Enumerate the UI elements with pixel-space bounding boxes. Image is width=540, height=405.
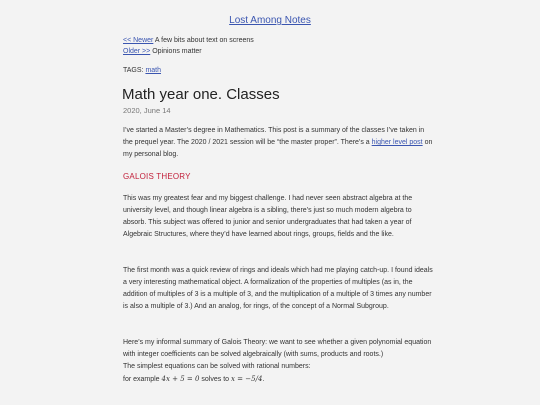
summary-line-1: Here’s my informal summary of Galois Theory: we want to see whether a given polynomial equation with integer coefficients can be solved algebraically (with sums, products and roots.) (123, 339, 432, 358)
post-title: Math year one. Classes (122, 86, 280, 103)
higher-level-post-link[interactable]: higher level post (371, 139, 423, 146)
paragraph-galois-summary (123, 337, 433, 386)
tags-label: TAGS: (123, 67, 144, 74)
intro-paragraph (123, 125, 433, 161)
nav-older (123, 48, 202, 55)
older-post-title: Opinions matter (152, 48, 202, 55)
tags (123, 67, 161, 74)
equation: 4x + 5 = 0 (161, 375, 200, 383)
intro-text-before: I’ve started a Master’s degree in Mathematics. This post is a summary of the classes I’ve taken in the prequel year. The 2020 / 2021 session will be “the master proper”. There’s a (123, 127, 425, 146)
summary-line-3-middle: solves to (199, 376, 231, 383)
nav-newer (123, 37, 254, 44)
post-date: 2020, June 14 (123, 106, 171, 115)
section-heading-galois: GALOIS THEORY (123, 172, 191, 181)
solution: x = −5/4 (231, 375, 263, 383)
newer-link[interactable]: << Newer (123, 37, 154, 44)
summary-line-2: The simplest equations can be solved with rational numbers: (123, 363, 311, 370)
site-title-link[interactable]: Lost Among Notes (229, 15, 311, 26)
paragraph-rings-ideals: The first month was a quick review of rings and ideals which had me playing catch-up. I found ideals a very interesting mathematical object. A formalization of the properties of multiples (as in, the addition of multiples of 3 is a multiple of 3, and the multiplication of a multiple of 3 times any number is also a multiple of 3.) And an analog, for rings, of the concept of a Normal Subgroup. (123, 267, 433, 310)
summary-line-3-before: for example (123, 376, 162, 383)
newer-post-title: A few bits about text on screens (154, 37, 254, 44)
paragraph-challenge: This was my greatest fear and my biggest challenge. I had never seen abstract algebra at the university level, and though linear algebra is a sibling, there’s just so much modern algebra to absorb. This subject was offered to junior and senior undergraduates that had taken a year of Algebraic Structures, where they’d have learned about rings, groups, fields and the like. (123, 195, 413, 238)
older-link[interactable]: Older >> (123, 48, 151, 55)
summary-line-3-after: . (262, 376, 265, 383)
intro-text-after: on my personal blog. (123, 139, 433, 158)
tag-link-math[interactable]: math (145, 67, 161, 74)
